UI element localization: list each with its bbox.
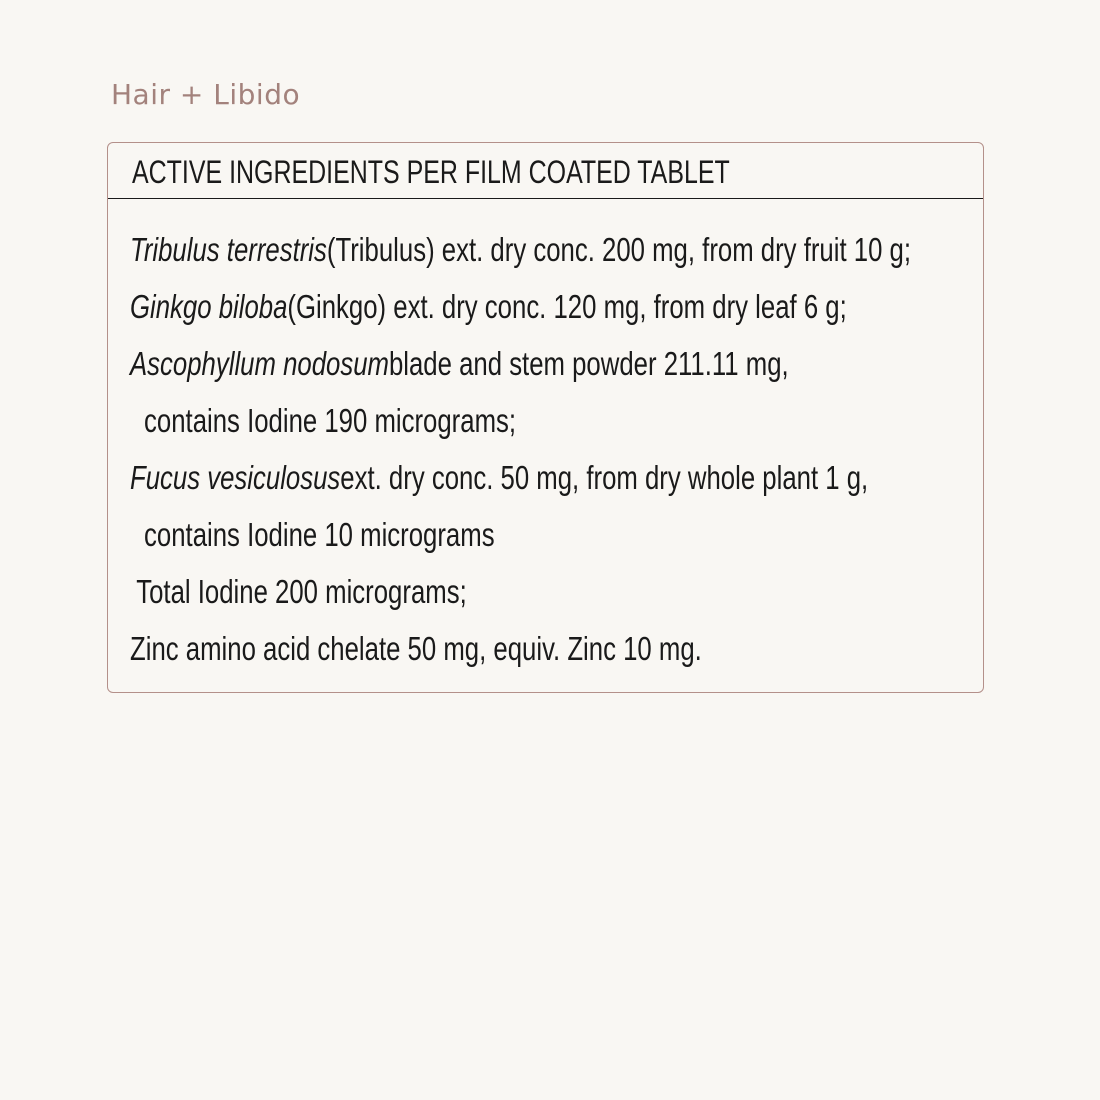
ingredient-line <box>130 392 911 449</box>
ingredients-panel <box>107 142 984 693</box>
ingredient-botanical-name: Tribulus terrestris <box>130 230 327 268</box>
ingredient-botanical-name: Fucus vesiculosus <box>130 458 341 496</box>
ingredients-panel-title: ACTIVE INGREDIENTS PER FILM COATED TABLET <box>132 153 730 190</box>
ingredient-detail: blade and stem powder 211.11 mg, <box>388 344 789 382</box>
ingredient-total-line <box>130 563 911 620</box>
ingredients-list <box>130 221 1100 677</box>
ingredient-botanical-name: Ascophyllum nodosum <box>130 344 389 382</box>
ingredient-line <box>130 221 911 278</box>
ingredient-detail: contains Iodine 190 micrograms; <box>144 401 517 439</box>
ingredient-line <box>130 335 911 392</box>
ingredient-detail: contains Iodine 10 micrograms <box>144 515 495 553</box>
ingredients-panel-header <box>108 143 983 199</box>
ingredient-detail: ext. dry conc. 50 mg, from dry whole plant 1 g, <box>340 458 869 496</box>
ingredient-line <box>130 278 911 335</box>
ingredient-botanical-name: Ginkgo biloba <box>130 287 288 325</box>
ingredient-line <box>130 620 911 677</box>
ingredient-line <box>130 506 911 563</box>
ingredient-detail: Total Iodine 200 micrograms; <box>136 572 467 610</box>
product-name: Hair + Libido <box>111 78 301 111</box>
ingredient-detail: (Ginkgo) ext. dry conc. 120 mg, from dry leaf 6 g; <box>287 287 847 325</box>
ingredient-detail: (Tribulus) ext. dry conc. 200 mg, from dry fruit 10 g; <box>326 230 912 268</box>
ingredient-line <box>130 449 911 506</box>
ingredient-detail: Zinc amino acid chelate 50 mg, equiv. Zinc 10 mg. <box>130 629 702 667</box>
